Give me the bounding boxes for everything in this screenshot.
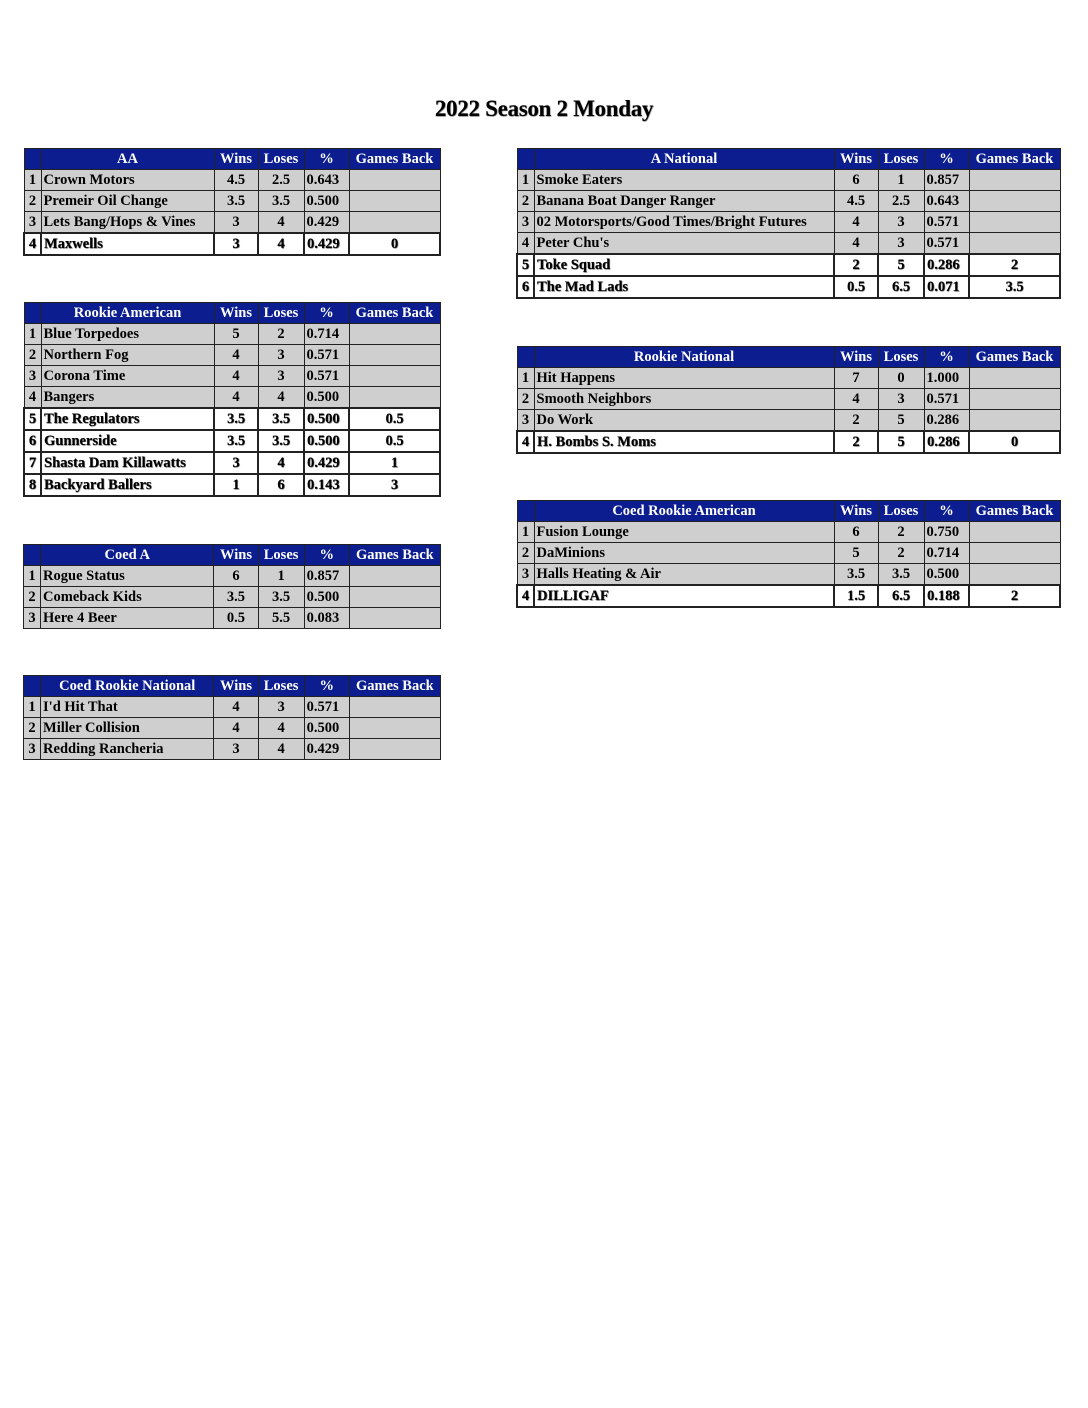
table-row [517, 431, 1060, 453]
games-back-header: Games Back [969, 501, 1060, 522]
games-back-cell [349, 718, 440, 739]
team-name-cell: Gunnerside [41, 430, 214, 452]
pct-cell: 0.571 [924, 212, 969, 233]
loses-cell: 3 [258, 345, 304, 366]
games-back-cell [969, 368, 1060, 389]
games-back-cell [969, 170, 1060, 191]
pct-cell: 0.571 [304, 366, 349, 387]
wins-cell: 6 [214, 566, 258, 587]
team-name-cell: Fusion Lounge [534, 522, 834, 543]
division-name: Coed Rookie American [534, 501, 834, 522]
loses-cell: 3 [878, 212, 924, 233]
team-name-cell: Corona Time [41, 366, 214, 387]
standings-table-rookie-american [23, 302, 441, 497]
table-row [517, 233, 1060, 255]
wins-cell: 4 [834, 212, 878, 233]
games-back-cell [349, 587, 440, 608]
pct-cell: 0.500 [304, 191, 349, 212]
pct-header: % [304, 545, 349, 566]
team-name-cell: Here 4 Beer [41, 608, 214, 629]
table-row [517, 368, 1060, 389]
wins-cell: 3 [214, 452, 258, 474]
team-name-cell: Lets Bang/Hops & Vines [41, 212, 214, 234]
wins-cell: 4 [214, 387, 258, 409]
division-name: Rookie National [534, 347, 834, 368]
team-name-cell: Peter Chu's [534, 233, 834, 255]
pct-cell: 0.286 [924, 410, 969, 432]
team-name-cell: Shasta Dam Killawatts [41, 452, 214, 474]
loses-cell: 3 [258, 366, 304, 387]
games-back-cell [349, 566, 440, 587]
loses-header: Loses [258, 303, 304, 324]
games-back-cell: 0.5 [349, 408, 440, 430]
loses-cell: 5 [878, 410, 924, 432]
loses-cell: 2 [258, 324, 304, 345]
loses-cell: 0 [878, 368, 924, 389]
loses-cell: 4 [258, 387, 304, 409]
pct-cell: 0.071 [924, 276, 969, 298]
standings-table-rookie-national [516, 346, 1061, 454]
loses-header: Loses [878, 347, 924, 368]
team-name-cell: Blue Torpedoes [41, 324, 214, 345]
standings-table-coed-a [23, 544, 441, 629]
division-name: AA [41, 149, 214, 170]
header-rank-cell [517, 347, 534, 368]
wins-header: Wins [214, 303, 258, 324]
header-row [24, 676, 441, 697]
division-name: Coed Rookie National [41, 676, 214, 697]
games-back-cell: 2 [969, 585, 1060, 607]
wins-header: Wins [214, 676, 258, 697]
pct-cell: 0.500 [304, 587, 349, 608]
team-name-cell: Rogue Status [41, 566, 214, 587]
loses-cell: 4 [258, 739, 304, 760]
wins-cell: 4 [214, 697, 258, 718]
games-back-cell: 3 [349, 474, 440, 496]
header-rank-cell [517, 149, 534, 170]
rank-cell: 2 [517, 543, 534, 564]
table-row [24, 366, 440, 387]
team-name-cell: Comeback Kids [41, 587, 214, 608]
wins-header: Wins [214, 149, 258, 170]
team-name-cell: Banana Boat Danger Ranger [534, 191, 834, 212]
team-name-cell: Maxwells [41, 233, 214, 255]
games-back-cell [349, 739, 440, 760]
games-back-cell [349, 324, 440, 345]
pct-cell: 0.571 [924, 389, 969, 410]
games-back-cell: 1 [349, 452, 440, 474]
table-row [517, 254, 1060, 276]
loses-cell: 4 [258, 718, 304, 739]
rank-cell: 1 [24, 324, 41, 345]
games-back-cell [969, 522, 1060, 543]
pct-header: % [304, 303, 349, 324]
wins-header: Wins [214, 545, 258, 566]
loses-cell: 2 [878, 522, 924, 543]
wins-header: Wins [834, 347, 878, 368]
rank-cell: 8 [24, 474, 41, 496]
standings-table-coed-rookie-national [23, 675, 441, 760]
table-row [517, 585, 1060, 607]
pct-cell: 0.857 [924, 170, 969, 191]
games-back-header: Games Back [349, 545, 440, 566]
wins-cell: 1.5 [834, 585, 878, 607]
header-rank-cell [24, 676, 41, 697]
header-row [24, 545, 441, 566]
games-back-cell [349, 345, 440, 366]
division-name: A National [534, 149, 834, 170]
wins-cell: 3.5 [834, 564, 878, 586]
wins-cell: 5 [834, 543, 878, 564]
games-back-header: Games Back [349, 676, 440, 697]
games-back-header: Games Back [349, 303, 440, 324]
rank-cell: 2 [517, 389, 534, 410]
table-row [517, 191, 1060, 212]
team-name-cell: Halls Heating & Air [534, 564, 834, 586]
wins-cell: 2 [834, 254, 878, 276]
loses-cell: 3.5 [258, 408, 304, 430]
loses-cell: 3.5 [878, 564, 924, 586]
games-back-header: Games Back [349, 149, 440, 170]
table-row [24, 387, 440, 409]
team-name-cell: Smoke Eaters [534, 170, 834, 191]
pct-header: % [924, 501, 969, 522]
team-name-cell: The Mad Lads [534, 276, 834, 298]
table-row [517, 410, 1060, 432]
loses-cell: 3.5 [258, 191, 304, 212]
table-row [24, 452, 440, 474]
loses-cell: 3.5 [258, 587, 304, 608]
pct-cell: 0.857 [304, 566, 349, 587]
rank-cell: 1 [517, 522, 534, 543]
loses-header: Loses [258, 545, 304, 566]
games-back-cell: 0.5 [349, 430, 440, 452]
table-row [24, 587, 441, 608]
wins-cell: 0.5 [834, 276, 878, 298]
team-name-cell: Hit Happens [534, 368, 834, 389]
table-row [24, 345, 440, 366]
rank-cell: 1 [24, 170, 41, 191]
team-name-cell: Miller Collision [41, 718, 214, 739]
pct-cell: 0.188 [924, 585, 969, 607]
header-row [517, 501, 1060, 522]
games-back-cell [969, 389, 1060, 410]
pct-cell: 0.571 [304, 345, 349, 366]
pct-cell: 0.571 [304, 697, 349, 718]
wins-cell: 3.5 [214, 408, 258, 430]
table-row [517, 389, 1060, 410]
loses-cell: 2.5 [878, 191, 924, 212]
table-row [517, 564, 1060, 586]
division-name: Rookie American [41, 303, 214, 324]
team-name-cell: Bangers [41, 387, 214, 409]
table-row [517, 170, 1060, 191]
wins-cell: 2 [834, 431, 878, 453]
team-name-cell: Do Work [534, 410, 834, 432]
pct-header: % [924, 347, 969, 368]
rank-cell: 6 [517, 276, 534, 298]
pct-cell: 0.083 [304, 608, 349, 629]
team-name-cell: DaMinions [534, 543, 834, 564]
rank-cell: 1 [517, 170, 534, 191]
games-back-cell [349, 170, 440, 191]
games-back-cell [969, 191, 1060, 212]
rank-cell: 3 [24, 739, 41, 760]
rank-cell: 3 [517, 410, 534, 432]
games-back-header: Games Back [969, 347, 1060, 368]
pct-cell: 0.143 [304, 474, 349, 496]
pct-header: % [924, 149, 969, 170]
header-rank-cell [24, 545, 41, 566]
team-name-cell: Smooth Neighbors [534, 389, 834, 410]
games-back-cell [349, 608, 440, 629]
pct-header: % [304, 676, 349, 697]
wins-cell: 3 [214, 233, 258, 255]
rank-cell: 3 [24, 608, 41, 629]
team-name-cell: H. Bombs S. Moms [534, 431, 834, 453]
loses-cell: 1 [258, 566, 304, 587]
table-row [24, 566, 441, 587]
loses-cell: 6.5 [878, 585, 924, 607]
rank-cell: 4 [517, 585, 534, 607]
team-name-cell: Northern Fog [41, 345, 214, 366]
pct-cell: 0.429 [304, 452, 349, 474]
table-row [517, 276, 1060, 298]
wins-cell: 3.5 [214, 430, 258, 452]
rank-cell: 3 [517, 212, 534, 233]
rank-cell: 4 [24, 233, 41, 255]
team-name-cell: Redding Rancheria [41, 739, 214, 760]
pct-cell: 0.500 [304, 718, 349, 739]
loses-cell: 5 [878, 431, 924, 453]
pct-cell: 0.500 [924, 564, 969, 586]
page-title: 2022 Season 2 Monday [434, 96, 654, 121]
rank-cell: 1 [517, 368, 534, 389]
table-row [24, 212, 440, 234]
team-name-cell: Toke Squad [534, 254, 834, 276]
header-rank-cell [24, 149, 41, 170]
team-name-cell: Crown Motors [41, 170, 214, 191]
table-row [24, 430, 440, 452]
rank-cell: 4 [24, 387, 41, 409]
standings-table-a-national [516, 148, 1061, 299]
rank-cell: 2 [24, 587, 41, 608]
wins-header: Wins [834, 149, 878, 170]
rank-cell: 5 [24, 408, 41, 430]
header-row [517, 149, 1060, 170]
header-row [24, 303, 440, 324]
wins-cell: 4 [214, 366, 258, 387]
games-back-header: Games Back [969, 149, 1060, 170]
wins-cell: 4 [214, 345, 258, 366]
table-row [24, 324, 440, 345]
rank-cell: 4 [517, 431, 534, 453]
wins-cell: 4 [214, 718, 258, 739]
loses-cell: 3 [878, 233, 924, 255]
rank-cell: 2 [24, 718, 41, 739]
rank-cell: 4 [517, 233, 534, 255]
loses-cell: 6 [258, 474, 304, 496]
rank-cell: 2 [24, 191, 41, 212]
pct-cell: 0.500 [304, 408, 349, 430]
loses-cell: 3 [878, 389, 924, 410]
pct-cell: 0.571 [924, 233, 969, 255]
loses-cell: 6.5 [878, 276, 924, 298]
loses-cell: 5.5 [258, 608, 304, 629]
loses-cell: 5 [878, 254, 924, 276]
rank-cell: 6 [24, 430, 41, 452]
loses-cell: 4 [258, 452, 304, 474]
games-back-cell: 0 [969, 431, 1060, 453]
wins-cell: 3 [214, 739, 258, 760]
wins-cell: 7 [834, 368, 878, 389]
games-back-cell [969, 564, 1060, 586]
pct-cell: 0.429 [304, 212, 349, 234]
games-back-cell [969, 233, 1060, 255]
games-back-cell [969, 410, 1060, 432]
header-rank-cell [24, 303, 41, 324]
table-row [24, 170, 440, 191]
wins-cell: 3.5 [214, 191, 258, 212]
team-name-cell: DILLIGAF [534, 585, 834, 607]
games-back-cell: 3.5 [969, 276, 1060, 298]
rank-cell: 2 [517, 191, 534, 212]
team-name-cell: I'd Hit That [41, 697, 214, 718]
team-name-cell: The Regulators [41, 408, 214, 430]
table-row [24, 739, 441, 760]
table-row [24, 718, 441, 739]
standings-table-aa [23, 148, 441, 256]
wins-cell: 3 [214, 212, 258, 234]
wins-cell: 3.5 [214, 587, 258, 608]
header-row [517, 347, 1060, 368]
rank-cell: 1 [24, 566, 41, 587]
pct-cell: 0.643 [924, 191, 969, 212]
wins-cell: 6 [834, 522, 878, 543]
table-row [24, 474, 440, 496]
pct-cell: 0.429 [304, 233, 349, 255]
games-back-cell [349, 191, 440, 212]
table-row [24, 608, 441, 629]
games-back-cell: 2 [969, 254, 1060, 276]
games-back-cell [349, 212, 440, 234]
table-row [517, 522, 1060, 543]
wins-cell: 0.5 [214, 608, 258, 629]
table-row [517, 543, 1060, 564]
games-back-cell [349, 387, 440, 409]
division-name: Coed A [41, 545, 214, 566]
loses-cell: 2.5 [258, 170, 304, 191]
loses-header: Loses [878, 501, 924, 522]
wins-cell: 6 [834, 170, 878, 191]
standings-table-coed-rookie-american [516, 500, 1061, 608]
loses-cell: 3 [258, 697, 304, 718]
wins-cell: 4 [834, 389, 878, 410]
pct-cell: 1.000 [924, 368, 969, 389]
games-back-cell [349, 366, 440, 387]
wins-cell: 1 [214, 474, 258, 496]
rank-cell: 5 [517, 254, 534, 276]
wins-header: Wins [834, 501, 878, 522]
pct-cell: 0.714 [304, 324, 349, 345]
team-name-cell: Backyard Ballers [41, 474, 214, 496]
pct-cell: 0.286 [924, 431, 969, 453]
team-name-cell: 02 Motorsports/Good Times/Bright Futures [534, 212, 834, 233]
pct-cell: 0.286 [924, 254, 969, 276]
pct-cell: 0.714 [924, 543, 969, 564]
loses-header: Loses [878, 149, 924, 170]
rank-cell: 7 [24, 452, 41, 474]
wins-cell: 2 [834, 410, 878, 432]
header-row [24, 149, 440, 170]
pct-cell: 0.750 [924, 522, 969, 543]
rank-cell: 3 [24, 212, 41, 234]
table-row [24, 408, 440, 430]
rank-cell: 2 [24, 345, 41, 366]
rank-cell: 1 [24, 697, 41, 718]
table-row [24, 233, 440, 255]
loses-header: Loses [258, 149, 304, 170]
pct-cell: 0.500 [304, 430, 349, 452]
wins-cell: 4 [834, 233, 878, 255]
rank-cell: 3 [517, 564, 534, 586]
loses-cell: 2 [878, 543, 924, 564]
table-row [24, 697, 441, 718]
loses-cell: 3.5 [258, 430, 304, 452]
table-row [517, 212, 1060, 233]
pct-cell: 0.643 [304, 170, 349, 191]
wins-cell: 4.5 [834, 191, 878, 212]
wins-cell: 4.5 [214, 170, 258, 191]
games-back-cell [969, 212, 1060, 233]
loses-header: Loses [258, 676, 304, 697]
loses-cell: 4 [258, 212, 304, 234]
games-back-cell [969, 543, 1060, 564]
games-back-cell [349, 697, 440, 718]
table-row [24, 191, 440, 212]
pct-cell: 0.429 [304, 739, 349, 760]
header-rank-cell [517, 501, 534, 522]
wins-cell: 5 [214, 324, 258, 345]
rank-cell: 3 [24, 366, 41, 387]
pct-header: % [304, 149, 349, 170]
team-name-cell: Premeir Oil Change [41, 191, 214, 212]
loses-cell: 1 [878, 170, 924, 191]
pct-cell: 0.500 [304, 387, 349, 409]
games-back-cell: 0 [349, 233, 440, 255]
loses-cell: 4 [258, 233, 304, 255]
